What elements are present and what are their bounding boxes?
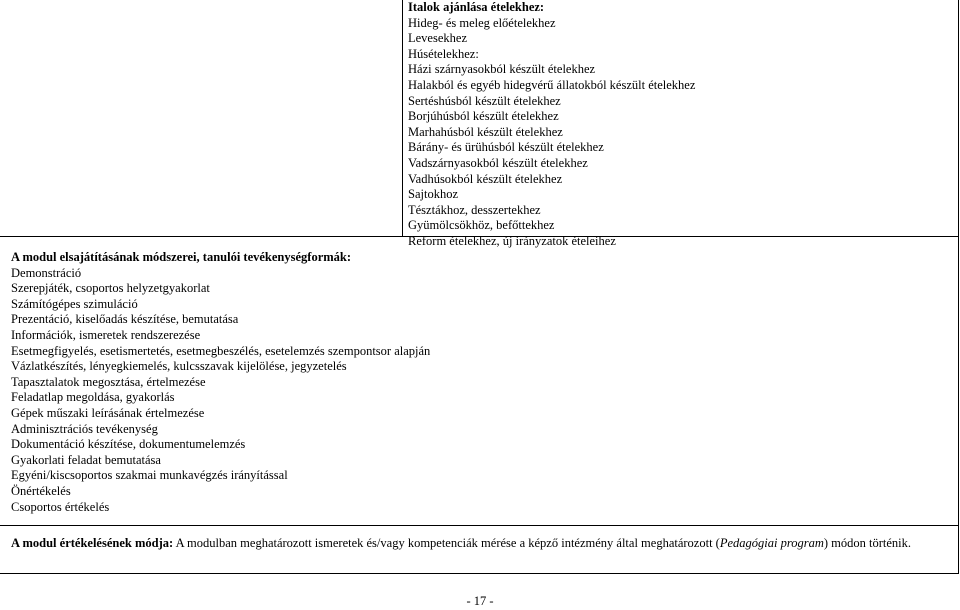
list-item: Vázlatkészítés, lényegkiemelés, kulcsszavak kijelölése, jegyzetelés [11,359,347,374]
learning-methods-title: A modul elsajátításának módszerei, tanulói tevékenységformák: [11,250,352,264]
list-item: Egyéni/kiscsoportos szakmai munkavégzés irányítással [11,468,288,483]
list-item: Adminisztrációs tevékenység [11,421,158,436]
drink-recommendation-title: Italok ajánlása ételekhez: [408,0,545,14]
list-item: Tésztákhoz, desszertekhez [408,202,541,217]
evaluation-italic: Pedagógiai program [719,536,824,550]
list-item: Gyümölcsökhöz, befőttekhez [408,218,555,233]
list-item: Tapasztalatok megosztása, értelmezése [11,374,206,389]
list-item: Borjúhúsból készült ételekhez [408,109,559,124]
evaluation-prefix: A modul [11,536,60,550]
list-item: Szerepjáték, csoportos helyzetgyakorlat [11,281,210,296]
learning-methods-list [11,266,951,516]
list-item: Levesekhez [408,31,467,46]
list-item: Reform ételekhez, új irányzatok ételeihez [408,233,616,248]
list-item: Gyakorlati feladat bemutatása [11,452,161,467]
list-item: Vadhúsokból készült ételekhez [408,171,563,186]
list-item: Esetmegfigyelés, esetismertetés, esetmegbeszélés, esetelemzés szempontsor alapján [11,343,431,358]
list-item: Feladatlap megoldása, gyakorlás [11,390,175,405]
learning-methods-cell [11,250,951,515]
list-item: Önértékelés [11,483,71,498]
column-divider [402,0,403,236]
drink-recommendation-cell [408,0,953,250]
list-item: Dokumentáció készítése, dokumentumelemzés [11,437,246,452]
evaluation-label: értékelésének módja: [59,536,174,550]
list-item: Bárány- és ürühúsból készült ételekhez [408,140,604,155]
list-item: Sertéshúsból készült ételekhez [408,93,561,108]
evaluation-text-a: A modulban meghatározott ismeretek és/vagy kompetenciák mérése a képző intézmény által meghatározott ( [173,536,720,550]
list-item: Marhahúsból készült ételekhez [408,124,563,139]
list-item: Házi szárnyasokból készült ételekhez [408,62,596,77]
list-item: Csoportos értékelés [11,499,110,514]
page-number: - 17 - [466,594,494,608]
list-item: Demonstráció [11,265,82,280]
evaluation-text-b: ) módon történik. [823,536,912,550]
evaluation-paragraph [11,535,951,551]
list-item: Halakból és egyéb hidegvérű állatokból készült ételekhez [408,77,696,92]
list-item: Vadszárnyasokból készült ételekhez [408,155,588,170]
drink-recommendation-list [408,16,953,250]
list-item: Prezentáció, kiselőadás készítése, bemutatása [11,312,239,327]
list-item: Számítógépes szimuláció [11,296,138,311]
list-item: Gépek műszaki leírásának értelmezése [11,405,205,420]
list-item: Hideg- és meleg előételekhez [408,15,556,30]
list-item: Húsételekhez: [408,46,479,61]
list-item: Információk, ismeretek rendszerezése [11,327,201,342]
row-divider-bottom [0,525,959,526]
list-item: Sajtokhoz [408,187,458,202]
